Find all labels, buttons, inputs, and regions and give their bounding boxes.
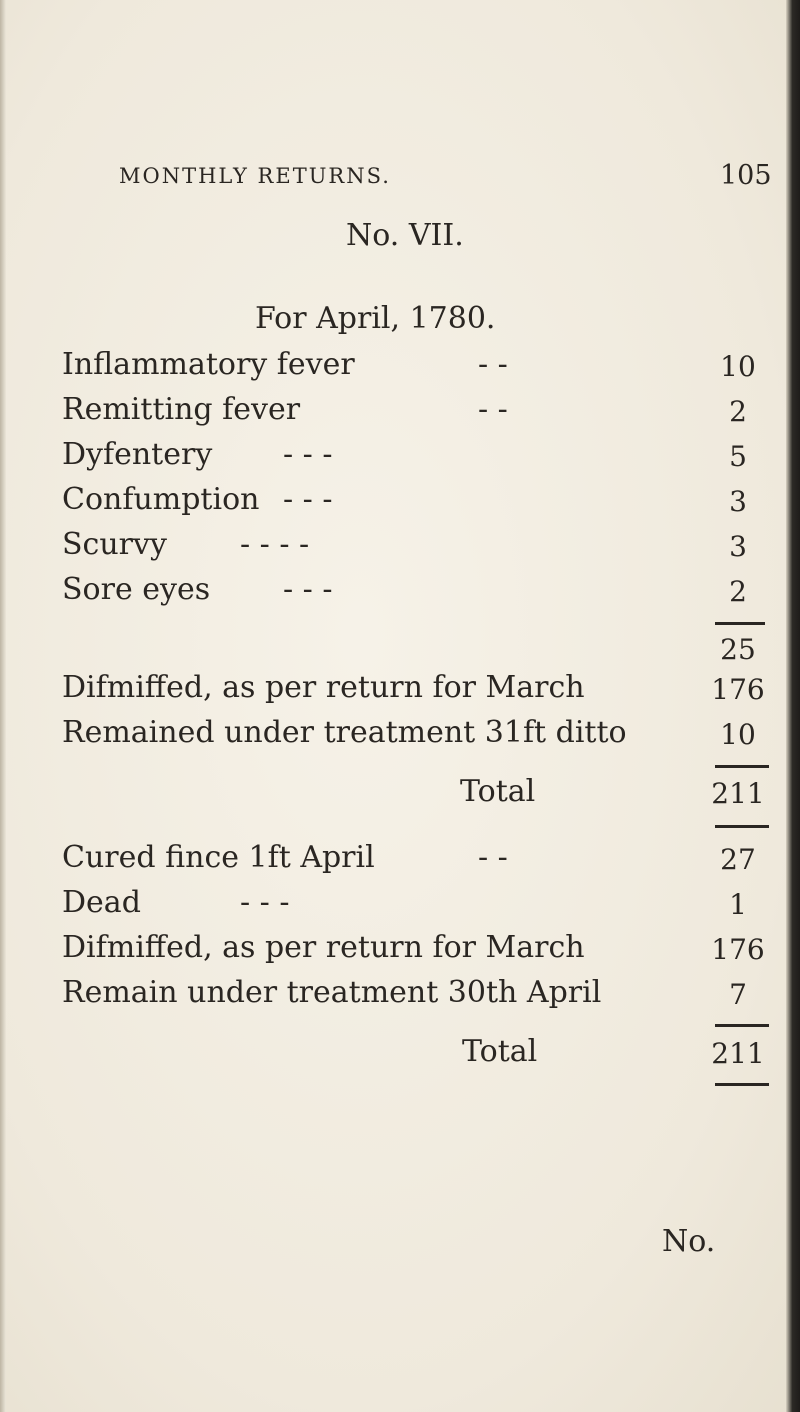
disease-label: Inflammatory fever — [62, 347, 355, 382]
disease-count: 2 — [729, 395, 747, 428]
page-number: 105 — [720, 160, 772, 191]
leader-dashes: - - — [478, 347, 508, 382]
sum-rule — [715, 1024, 769, 1027]
return-title: No. VII. — [346, 218, 464, 253]
outcome-count: 27 — [720, 843, 756, 876]
sum-rule — [715, 1083, 769, 1086]
disease-count: 3 — [729, 530, 747, 563]
admission-count: 10 — [720, 718, 756, 751]
outcome-label: Remain under treatment 30th April — [62, 975, 602, 1010]
admission-count: 176 — [711, 673, 765, 706]
catchword: No. — [662, 1224, 716, 1259]
disease-label: Remitting fever — [62, 392, 301, 427]
subtotal-value: 25 — [720, 633, 756, 666]
total-label: Total — [462, 1034, 538, 1069]
sum-rule — [715, 622, 765, 625]
admission-label: Remained under treatment 31ft ditto — [62, 715, 627, 750]
outcome-count: 7 — [729, 978, 747, 1011]
leader-dashes: - - - — [240, 885, 290, 920]
outcome-label: Cured fince 1ft April — [62, 840, 375, 875]
page-left-edge — [0, 0, 6, 1412]
leader-dashes: - - - — [283, 482, 333, 517]
total-value: 211 — [711, 777, 765, 810]
outcome-label: Difmiffed, as per return for March — [62, 930, 585, 965]
outcome-count: 1 — [729, 888, 747, 921]
disease-label: Confumption — [62, 482, 260, 517]
disease-label: Dyfentery — [62, 437, 213, 472]
running-head: MONTHLY RETURNS. — [119, 164, 391, 188]
total-value: 211 — [711, 1037, 765, 1070]
admission-label: Difmiffed, as per return for March — [62, 670, 585, 705]
outcome-label: Dead — [62, 885, 141, 920]
page-binding-edge — [786, 0, 800, 1412]
disease-count: 2 — [729, 575, 747, 608]
sum-rule — [715, 765, 769, 768]
return-subtitle: For April, 1780. — [255, 301, 496, 336]
outcome-count: 176 — [711, 933, 765, 966]
disease-count: 10 — [720, 350, 756, 383]
disease-count: 5 — [729, 440, 747, 473]
total-label: Total — [460, 774, 536, 809]
leader-dashes: - - - — [283, 572, 333, 607]
disease-label: Sore eyes — [62, 572, 211, 607]
disease-count: 3 — [729, 485, 747, 518]
leader-dashes: - - — [478, 392, 508, 427]
leader-dashes: - - - - — [240, 527, 310, 562]
disease-label: Scurvy — [62, 527, 167, 562]
leader-dashes: - - - — [283, 437, 333, 472]
leader-dashes: - - — [478, 840, 508, 875]
sum-rule — [715, 825, 769, 828]
